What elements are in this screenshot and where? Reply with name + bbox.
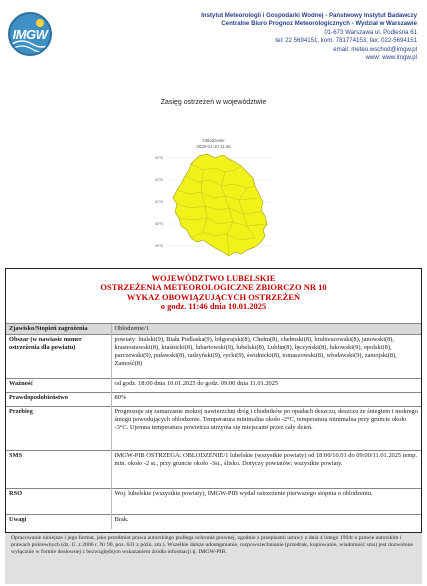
institute-name: Instytut Meteorologii i Gospodarki Wodnej - Państwowy Instytut Badawczy: [201, 12, 417, 19]
map-heading: Zasięg ostrzeżeń w województwie: [160, 99, 267, 106]
institute-phone: tel: 22 5694151, kom. 781774153, fax: 022-5694151: [275, 37, 417, 45]
warning-title-list: WYKAZ OBOWIĄZUJĄCYCH OSTRZEŻEŃ: [126, 291, 301, 302]
table-row: [6, 451, 421, 489]
lat-tick: 51°N: [155, 200, 164, 204]
copyright-footnote: Opracowanie niniejsze i jego format, jako przedmiot prawa autorskiego podlega ochronie prawnej, zgodnie z przepisami ustawy z dnia 4 lutego 1994r o prawie autorskim i prawach pokrewnych (dz. U. z 2006 r. Nr 90, poz. 631 z późn. zm.). Wszelkie dalsze udostępnianie, rozpowszechnianie (przedruk, kopiowanie, wiadomość sms) jest dozwolone wyłącznie w formie dosłownej z bezwzględnym wskazaniem źródła informacji tj. IMGW-PIB.: [5, 532, 422, 584]
map-timestamp: 2025-01-10 11:46: [196, 143, 231, 149]
institute-header: [97, 12, 417, 62]
warning-table: [6, 323, 421, 529]
lat-tick: 51°N: [155, 178, 164, 182]
row-value: od godz. 18:00 dnia 10.01.2025 do godz. 09:00 dnia 11.01.2025: [111, 379, 421, 393]
warning-title: [6, 269, 421, 312]
row-value: Woj. lubelskie (wszystkie powiaty), IMGW-PIB wydał ostrzeżenie pierwszego stopnia o oblodzeniu.: [111, 489, 421, 515]
lat-tick: 50°N: [155, 244, 164, 248]
table-row: [6, 407, 421, 451]
warning-map: [155, 150, 273, 260]
row-value: Brak.: [111, 515, 421, 529]
row-label: Uwagi: [6, 515, 111, 529]
lat-tick: 50°N: [155, 222, 164, 226]
logo-text: IMGW: [12, 27, 48, 42]
table-row: [6, 489, 421, 515]
lat-tick: 52°N: [155, 156, 164, 160]
row-value: 80%: [111, 393, 421, 407]
row-label: RSO: [6, 489, 111, 515]
institute-address: 01-673 Warszawa ul. Podleśna 61: [324, 28, 417, 36]
warning-title-date: o godz. 11:46 dnia 10.01.2025: [160, 301, 267, 312]
row-value: Oblodzenie/1: [111, 324, 421, 335]
row-label: Obszar (w nawiasie numer ostrzeżenia dla powiatu): [6, 335, 111, 379]
bureau-name: Centralne Biuro Prognoz Meteorologicznych - Wydział w Warszawie: [221, 20, 417, 28]
table-row: [6, 515, 421, 529]
row-label: Prawdopodobieństwo: [6, 393, 111, 407]
warning-title-number: OSTRZEŻENIA METEOROLOGICZNE ZBIORCZO NR 10: [100, 282, 327, 293]
table-row: [6, 393, 421, 407]
table-row: [6, 324, 421, 335]
voivodeship-map: [155, 150, 273, 260]
map-phenomenon: Obłodzenie: [202, 138, 225, 143]
institute-email[interactable]: email: meteo.wschod@imgw.pl: [333, 45, 417, 53]
row-value: Prognozuje się zamarzanie mokrej nawierzchni dróg i chodników po opadach deszczu, deszczu ze śniegiem i mokrego śniegu powodujących oblodzenie. Temperatura minimalna około -2°C, temperatura minimalna przy gruncie około -3°C. Ujemna temperatura powietrza utrzyma się miejscami przez cały dzień.: [111, 407, 421, 451]
table-row: [6, 335, 421, 379]
table-row: [6, 379, 421, 393]
row-label: Przebieg: [6, 407, 111, 451]
row-label: Zjawisko/Stopień zagrożenia: [6, 324, 111, 335]
row-value: powiaty: bialski(9), Biała Podlaska(9), biłgorajski(8), Chełm(8), chełmski(8), hrubieszowski(8), janowski(8), krasnostawski(8), kraśnicki(8), lubartowski(9), lubelski(8), Lublin(8), łęczyński(8), łukowski(9), opolski(8), parczewski(9), puławski(8), radzyński(9), rycki(9), świdnicki(8), tomaszowski(8), włodawski(9), zamojski(8), Zamość(8): [111, 335, 421, 379]
institute-website[interactable]: www: www.imgw.pl: [365, 54, 417, 62]
imgw-logo: [8, 12, 52, 56]
row-value: IMGW-PIB OSTRZEGA: OBLODZENIE/1 lubelskie (wszystkie powiaty) od 18:00/10.01 do 09:00/11.01.2025 temp. min. około -2 st., przy gruncie około -3st., ślisko. Dotyczy powiatów: wszystkie powiaty.: [111, 451, 421, 489]
lubelskie-region: [173, 154, 267, 256]
warning-title-region: WOJEWÓDZTWO LUBELSKIE: [151, 273, 276, 283]
map-subtitle: [0, 138, 427, 149]
row-label: SMS: [6, 451, 111, 489]
row-label: Ważność: [6, 379, 111, 393]
